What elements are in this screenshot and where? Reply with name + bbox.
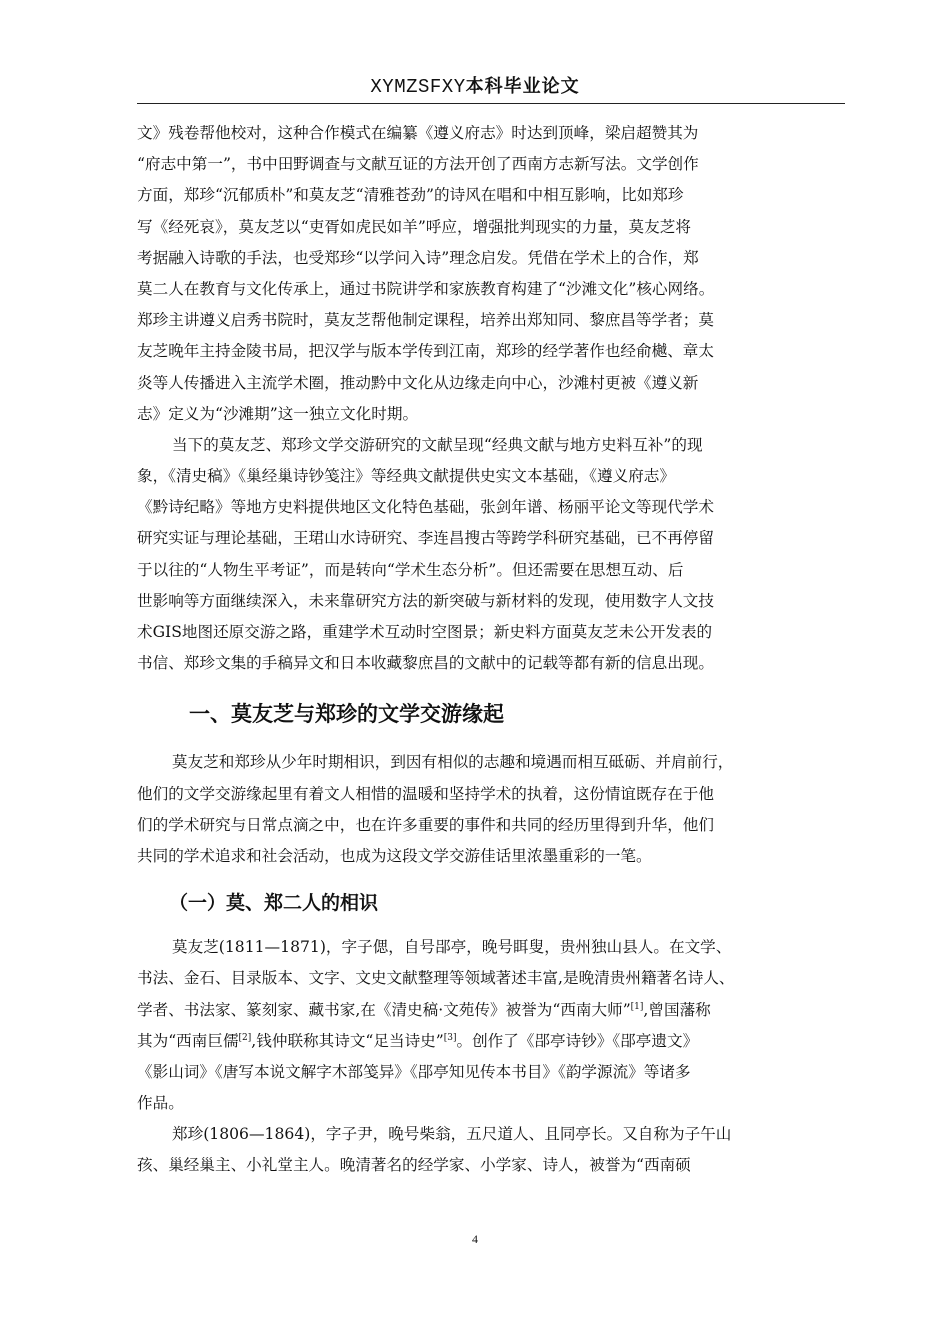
text-line: 术GIS地图还原交游之路，重建学术互动时空图景；新史料方面莫友芝未公开发表的	[137, 623, 713, 641]
text-line: 郑珍主讲遵义启秀书院时，莫友芝帮他制定课程，培养出郑知同、黎庶昌等学者；莫	[137, 311, 714, 330]
running-header	[0, 72, 950, 98]
citation-ref[interactable]: [1]	[630, 1001, 644, 1012]
text-line: 共同的学术追求和社会活动，也成为这段文学交游佳话里浓墨重彩的一笔。	[137, 846, 652, 865]
text-line: 书信、郑珍文集的手稿异文和日本收藏黎庶昌的文献中的记载等都有新的信息出现。	[137, 654, 714, 673]
text-line	[137, 995, 845, 1026]
text-line: 郑珍(1806—1864)，字子尹，晚号柴翁，五尺道人、且同亭长。又自称为子午山	[172, 1125, 732, 1144]
paragraph-1	[137, 118, 845, 430]
text-line: 世影响等方面继续深入，未来靠研究方法的新突破与新材料的发现，使用数字人文技	[137, 591, 714, 610]
text-line: 方面，郑珍“沉郁质朴”和莫友芝“清雅苍劲”的诗风在唱和中相互影响，比如郑珍	[137, 186, 684, 205]
text-line: 写《经死哀》，莫友芝以“吏胥如虎民如羊”呼应，增强批判现实的力量，莫友芝将	[137, 217, 691, 236]
paragraph-5	[137, 1119, 845, 1181]
header-rule	[137, 103, 845, 104]
text-segment: 其为“西南巨儒	[137, 1031, 239, 1050]
text-segment: 。创作了《郘亭诗钞》《郘亭遗文》	[456, 1031, 699, 1050]
text-line: 作品。	[137, 1094, 184, 1113]
text-segment: ,钱仲联称其诗文“足当诗史”	[251, 1031, 444, 1050]
section-heading: 一、莫友芝与郑珍的文学交游缘起	[189, 702, 504, 727]
text-line: 莫友芝(1811—1871)，字子偲，自号郘亭，晚号眲叟，贵州独山县人。在文学、	[172, 938, 732, 957]
body-text	[137, 118, 845, 1182]
text-line: 研究实证与理论基础，王珺山水诗研究、李连昌搜古等跨学科研究基础，已不再停留	[137, 529, 714, 548]
text-line: 志》定义为“沙滩期”这一独立文化时期。	[137, 404, 419, 423]
text-line: 们的学术研究与日常点滴之中，也在许多重要的事件和共同的经历里得到升华，他们	[137, 815, 714, 834]
text-line: 象，《清史稿》《巢经巢诗钞笺注》等经典文献提供史实文本基础，《遵义府志》	[137, 467, 675, 486]
text-line: 文》残卷帮他校对，这种合作模式在编纂《遵义府志》时达到顶峰，梁启超赞其为	[137, 124, 699, 142]
citation-ref[interactable]: [3]	[443, 1032, 457, 1043]
text-line: “府志中第一”，书中田野调查与文献互证的方法开创了西南方志新写法。文学创作	[137, 155, 699, 174]
text-segment: 学者、书法家、篆刻家、藏书家,在《清史稿·文苑传》被誉为“西南大师”	[137, 1000, 631, 1019]
header-code: XYMZSFXY	[370, 76, 466, 98]
text-line: 《黔诗纪略》等地方史料提供地区文化特色基础，张剑年谱、杨丽平论文等现代学术	[137, 498, 714, 517]
citation-ref[interactable]: [2]	[238, 1032, 252, 1043]
text-line: 《影山词》《唐写本说文解字木部笺异》《郘亭知见传本书目》《韵学源流》等诸多	[137, 1062, 691, 1081]
header-title: 本科毕业论文	[465, 76, 580, 97]
text-line: 书法、金石、目录版本、文字、文史文献整理等领域著述丰富,是晚清贵州籍著名诗人、	[137, 969, 735, 988]
text-line: 当下的莫友芝、郑珍文学交游研究的文献呈现“经典文献与地方史料互补”的现	[172, 435, 703, 454]
text-line: 于以往的“人物生平考证”，而是转向“学术生态分析”。但还需要在思想互动、后	[137, 560, 684, 579]
text-line: 莫友芝和郑珍从少年时期相识，到因有相似的志趣和境遇而相互砥砺、并肩前行，	[172, 753, 734, 772]
text-line: 友芝晚年主持金陵书局，把汉学与版本学传到江南，郑珍的经学著作也经俞樾、章太	[137, 342, 714, 361]
text-line: 考据融入诗歌的手法，也受郑珍“以学问入诗”理念启发。凭借在学术上的合作，郑	[137, 248, 699, 267]
text-line: 孩、巢经巢主、小礼堂主人。晚清著名的经学家、小学家、诗人，被誉为“西南硕	[137, 1156, 691, 1175]
text-line: 炎等人传播进入主流学术圈，推动黔中文化从边缘走向中心，沙滩村更被《遵义新	[137, 373, 699, 392]
paragraph-2	[137, 430, 845, 680]
page-number: 4	[472, 1232, 478, 1246]
paragraph-3	[137, 747, 845, 872]
text-line	[137, 1026, 845, 1057]
text-segment: ,曾国藩称	[643, 1000, 711, 1019]
text-line: 他们的文学交游缘起里有着文人相惜的温暖和坚持学术的执着，这份情谊既存在于他	[137, 784, 714, 803]
text-line: 莫二人在教育与文化传承上，通过书院讲学和家族教育构建了“沙滩文化”核心网络。	[137, 279, 715, 298]
subsection-heading: （一）莫、郑二人的相识	[169, 892, 379, 915]
paragraph-4	[137, 932, 845, 1119]
